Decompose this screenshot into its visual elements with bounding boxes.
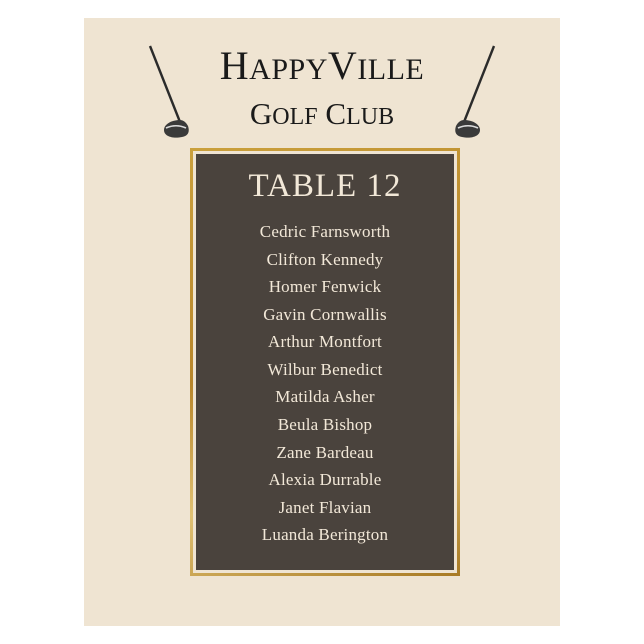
list-item: Matilda Asher: [275, 387, 375, 407]
club-sub-lub: LUB: [346, 104, 395, 130]
guest-panel-frame: [190, 148, 460, 576]
club-name-cap-h: H: [219, 43, 250, 88]
club-name-cap-v: V: [327, 43, 358, 88]
club-subtitle: [84, 98, 560, 129]
club-sub-cap-g: G: [249, 96, 273, 131]
list-item: Alexia Durrable: [268, 470, 382, 490]
list-item: Wilbur Benedict: [267, 359, 383, 379]
guest-panel-content: [196, 154, 454, 570]
card-header: [84, 18, 560, 146]
club-name: [84, 43, 560, 88]
club-sub-olf: OLF: [272, 104, 318, 130]
table-number-label: TABLE 12: [248, 168, 402, 204]
list-item: Beula Bishop: [277, 415, 373, 435]
list-item: Clifton Kennedy: [266, 249, 384, 269]
list-item: Cedric Farnsworth: [259, 222, 391, 242]
list-item: Luanda Berington: [261, 525, 389, 545]
club-name-appy: APPY: [249, 53, 328, 86]
club-sub-cap-c: C: [325, 96, 347, 131]
list-item: Gavin Cornwallis: [263, 304, 387, 324]
guest-list: [206, 218, 444, 548]
table-number-card: [84, 18, 560, 626]
list-item: Homer Fenwick: [268, 277, 382, 297]
guest-panel: [193, 151, 457, 573]
club-name-ille: ILLE: [357, 53, 425, 86]
list-item: Arthur Montfort: [268, 332, 382, 352]
list-item: Zane Bardeau: [276, 442, 374, 462]
list-item: Janet Flavian: [278, 497, 372, 517]
